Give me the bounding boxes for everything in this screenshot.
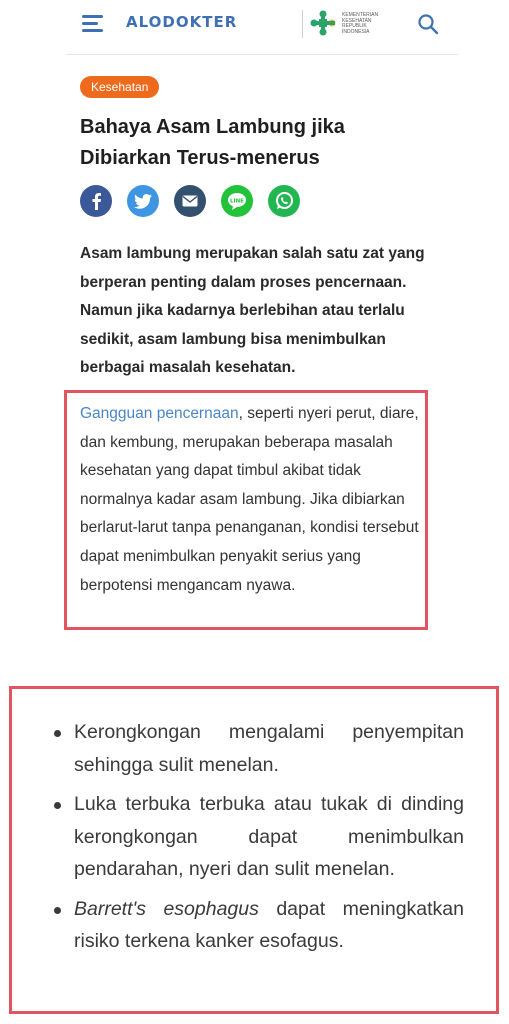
brand-divider [302, 10, 303, 38]
kemenkes-logo-icon [308, 8, 338, 38]
category-badge[interactable]: Kesehatan [80, 76, 159, 98]
partner-label [342, 13, 422, 35]
whatsapp-icon [274, 191, 294, 211]
gangguan-pencernaan-link[interactable]: Gangguan pencernaan [80, 405, 239, 422]
partner-line: REPUBLIK [342, 23, 367, 29]
list-item [50, 788, 464, 886]
search-icon[interactable] [416, 12, 440, 36]
svg-text:LINE: LINE [230, 198, 244, 205]
email-icon [182, 195, 198, 207]
brand-logo-text[interactable]: ALODOKTER [126, 13, 238, 31]
facebook-share-button[interactable] [80, 185, 112, 217]
partner-line: KEMENTERIAN [342, 12, 379, 18]
line-icon [227, 192, 247, 210]
list-item [50, 716, 464, 781]
paragraph-text: , seperti nyeri perut, diare, dan kembung, merupakan beberapa masalah kesehatan yang dapat timbul akibat tidak normalnya kadar asam lambung. Jika dibiarkan berlarut-larut tanpa penanganan, kondisi tersebut dapat menimbulkan penyakit serius yang berpotensi mengancam nyawa. [80, 405, 419, 594]
list-item-text: dapat meningkatkan risiko terkena kanker esofagus. [74, 897, 464, 952]
twitter-share-button[interactable] [127, 185, 159, 217]
site-header [66, 0, 458, 55]
bullet-icon [54, 802, 61, 809]
menu-icon[interactable] [82, 13, 106, 35]
list-item-text: Luka terbuka terbuka atau tukak di dinding kerongkongan dapat menimbulkan pendarahan, nyeri dan sulit menelan. [74, 793, 464, 880]
line-share-button[interactable] [221, 185, 253, 217]
article-intro: Asam lambung merupakan salah satu zat yang berperan penting dalam proses pencernaan. Namun jika kadarnya berlebihan atau terlalu sedikit, asam lambung bisa menimbulkan berbagai masalah kesehatan. [80, 245, 425, 376]
list-item-term: Barrett's esophagus [74, 897, 259, 920]
list-item [50, 893, 464, 958]
email-share-button[interactable] [174, 185, 206, 217]
article-paragraph [80, 400, 432, 600]
bullet-icon [54, 907, 61, 914]
complication-list [50, 716, 464, 965]
partner-line: KESEHATAN [342, 17, 372, 24]
twitter-icon [134, 194, 152, 209]
article-title: Bahaya Asam Lambung jika Dibiarkan Terus-menerus [80, 116, 345, 169]
partner-line: INDONESIA [342, 28, 370, 35]
whatsapp-share-button[interactable] [268, 185, 300, 217]
bullet-icon [54, 730, 61, 737]
list-item-text: Kerongkongan mengalami penyempitan sehingga sulit menelan. [74, 721, 464, 776]
facebook-icon [89, 192, 103, 210]
